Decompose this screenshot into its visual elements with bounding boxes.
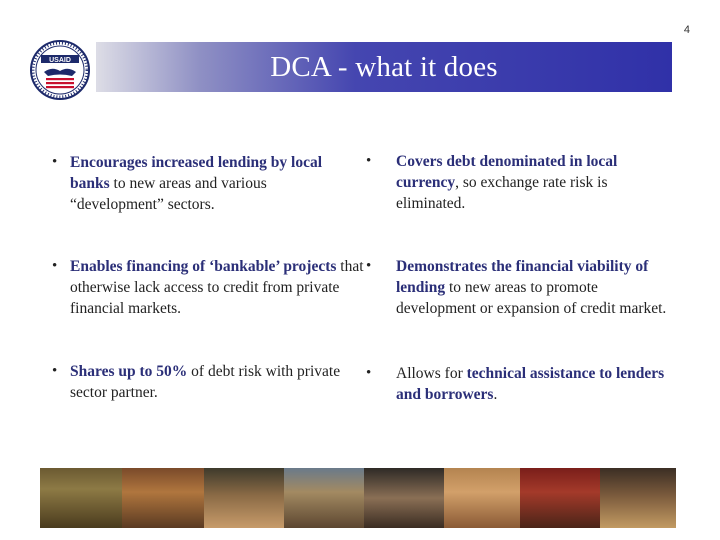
- bullet-dot: •: [52, 154, 58, 170]
- body-text: , so exchange rate risk is eliminated.: [396, 174, 608, 212]
- photo-farmers: [40, 468, 122, 528]
- highlight-text: Shares up to 50%: [70, 363, 188, 380]
- highlight-text: Demonstrates the financial viability of lending: [396, 258, 649, 296]
- bullet-dot: •: [366, 258, 372, 274]
- bullet-text: [396, 151, 678, 214]
- body-text: that otherwise lack access to credit from private financial markets.: [70, 258, 364, 317]
- title-bar: [96, 42, 672, 92]
- photo-shop: [520, 468, 600, 528]
- highlight-text: Encourages increased lending by local banks: [70, 154, 323, 192]
- photo-market-cart: [284, 468, 364, 528]
- highlight-text: technical assistance to lenders and borrowers: [396, 365, 665, 403]
- left-bullet-1: [52, 152, 364, 215]
- photo-men: [204, 468, 284, 528]
- photo-children: [122, 468, 204, 528]
- bullet-text: [70, 152, 364, 215]
- slide-title: DCA - what it does: [270, 51, 498, 83]
- highlight-text: Covers debt denominated in local currency: [396, 153, 618, 191]
- right-bullet-1: [362, 151, 678, 214]
- bullet-text: [396, 363, 678, 405]
- bullet-dot: •: [52, 363, 58, 379]
- left-bullet-3: [52, 361, 364, 403]
- body-text: to new areas and various “development” sectors.: [70, 175, 267, 213]
- highlight-text: Enables financing of ‘bankable’ projects: [70, 258, 337, 275]
- logo-text: USAID: [49, 57, 71, 64]
- bullet-text: [70, 256, 364, 319]
- photo-strip: [40, 468, 676, 528]
- body-text: Allows for: [396, 365, 467, 382]
- bullet-dot: •: [52, 258, 58, 274]
- bullet-dot: •: [366, 153, 372, 169]
- bullet-dot: •: [366, 365, 372, 381]
- body-text: of debt risk with private sector partner.: [70, 363, 341, 401]
- body-text: to new areas to promote development or expansion of credit market.: [396, 279, 667, 317]
- page-number: 4: [683, 24, 690, 36]
- usaid-logo: [24, 38, 96, 102]
- photo-worker: [444, 468, 520, 528]
- left-bullet-2: [52, 256, 364, 319]
- right-bullet-2: [362, 256, 678, 319]
- right-bullet-3: [362, 363, 678, 405]
- photo-woman: [600, 468, 676, 528]
- body-text: .: [493, 386, 498, 403]
- bullet-text: [70, 361, 364, 403]
- bullet-text: [396, 256, 678, 319]
- photo-street: [364, 468, 444, 528]
